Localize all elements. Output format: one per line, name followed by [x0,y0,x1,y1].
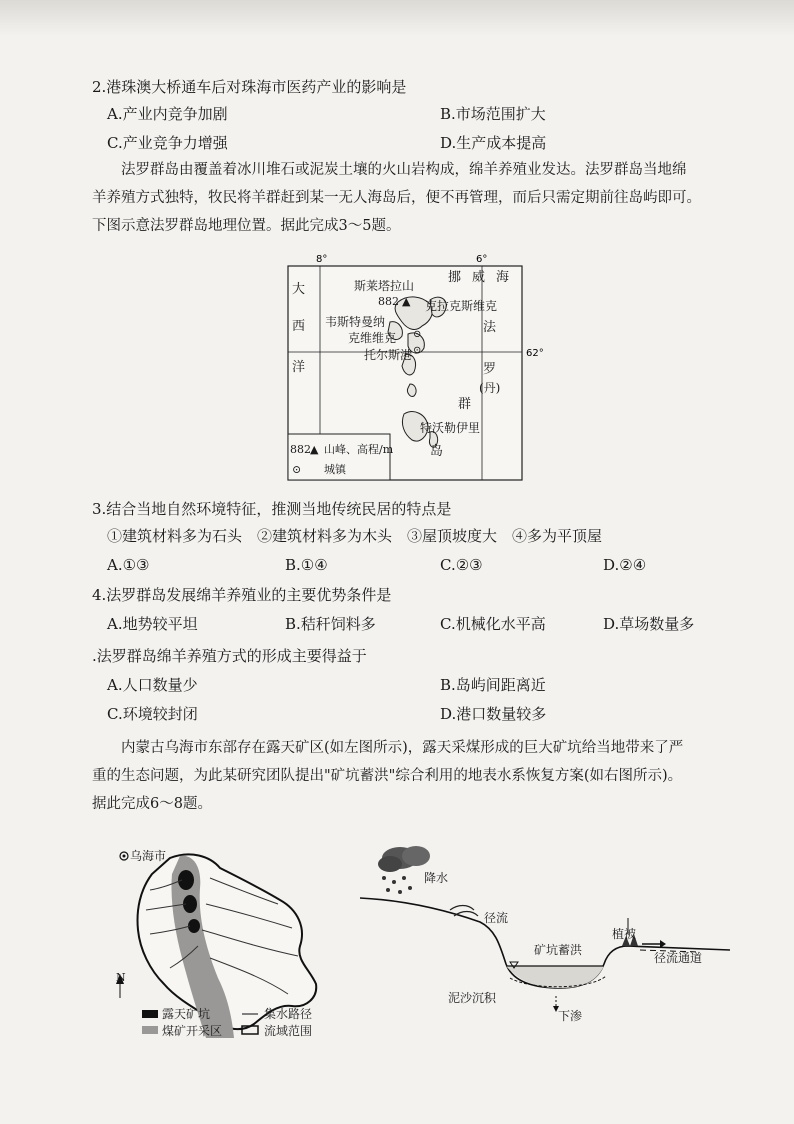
legend-mine-swatch [142,1026,158,1034]
map2-legend-pit: 露天矿坑 [162,1007,211,1021]
sea-atlantic-2: 西 [292,319,306,334]
island-small-1 [407,384,416,396]
question-4-stem: 4.法罗群岛发展绵羊养殖业的主要优势条件是 [92,586,392,604]
country-note: (丹) [479,381,501,395]
diagram-seepage-label: 下渗 [558,1009,583,1023]
sea-norwegian-1: 挪 [448,270,462,285]
question-2-option-c[interactable]: C.产业竞争力增强 [107,134,228,152]
capital-icon: ⊙ [413,345,422,356]
town-icon: ⊙ [413,329,422,340]
question-2-option-b[interactable]: B.市场范围扩大 [440,105,546,123]
lon-left-label: 8° [316,254,328,265]
passage-faroe-line-2: 羊养殖方式独特，牧民将羊群赶到某一无人海岛后，便不再管理，而后只需定期前往岛屿即可。 [92,190,701,206]
faroe-map [280,250,550,490]
passage-faroe [92,156,752,240]
country-faroe-2: 罗 [483,362,497,377]
legend-town-icon: ⊙ [292,463,302,476]
passage-faroe-line-3: 下图示意法罗群岛地理位置。据此完成3～5题。 [92,218,401,234]
map2-north-label: N [116,971,126,984]
diagram-sediment-label: 泥沙沉积 [448,991,497,1005]
diagram-channel-label: 径流通道 [654,951,703,965]
page-top-shadow [0,0,794,36]
sea-atlantic-1: 大 [292,282,306,297]
question-5-option-c[interactable]: C.环境较封闭 [107,705,198,723]
place-tvoroyri: 特沃勒伊里 [420,421,481,435]
question-5-option-a[interactable]: A.人口数量少 [107,676,198,694]
map2-city-label: 乌海市 [130,849,167,863]
legend-peak-icon: ▲ [310,443,319,456]
legend-pit-swatch [142,1010,158,1018]
question-3-option-d[interactable]: D.②④ [603,556,647,574]
map2-legend-boundary: 流域范围 [264,1024,313,1038]
question-4-option-d[interactable]: D.草场数量多 [603,615,695,633]
question-3-choices: ①建筑材料多为石头 ②建筑材料多为木头 ③屋顶坡度大 ④多为平顶屋 [107,527,603,545]
question-2-option-d[interactable]: D.生产成本提高 [440,134,547,152]
passage-faroe-line-1: 法罗群岛由覆盖着冰川堆石或泥炭土壤的火山岩构成，绵羊养殖业发达。法罗群岛当地绵 [121,162,687,178]
diagram-runoff-label: 径流 [484,911,509,925]
flood-storage-diagram [360,838,730,1028]
diagram-rain-label: 降水 [424,871,449,885]
lon-right-label: 6° [476,254,488,265]
legend-peak-label: 山峰、高程/m [324,443,394,456]
passage-wuhai-line-2: 重的生态问题，为此某研究团队提出"矿坑蓄洪"综合利用的地表水系恢复方案(如右图所示)。 [92,768,683,784]
question-5-stem: .法罗群岛绵羊养殖方式的形成主要得益于 [92,647,367,665]
passage-wuhai-line-1: 内蒙古乌海市东部存在露天矿区(如左图所示)，露天采煤形成的巨大矿坑给当地带来了严 [121,740,684,756]
question-4-option-a[interactable]: A.地势较平坦 [107,615,198,633]
rain-cloud-icon [378,846,430,872]
country-faroe-3: 群 [458,397,472,412]
question-3-option-c[interactable]: C.②③ [440,556,483,574]
question-2-option-a[interactable]: A.产业内竞争加剧 [107,105,228,123]
passage-wuhai [92,734,752,818]
passage-wuhai-line-3: 据此完成6～8题。 [92,796,212,812]
place-elevation: 882 [378,295,399,308]
question-3-stem: 3.结合当地自然环境特征，推测当地传统民居的特点是 [92,500,452,518]
question-3-option-a[interactable]: A.①③ [107,556,150,574]
country-faroe-4: 岛 [430,444,444,459]
legend-town-label: 城镇 [324,463,346,476]
country-faroe-1: 法 [483,320,497,335]
question-5-option-d[interactable]: D.港口数量较多 [440,705,547,723]
question-4-option-b[interactable]: B.秸秆饲料多 [285,615,376,633]
pit-water [506,966,604,988]
sea-norwegian-3: 海 [496,270,510,285]
place-kvivik: 克维维克 [348,331,397,345]
lat-label: 62° [526,348,544,359]
question-2-stem: 2.港珠澳大桥通车后对珠海市医药产业的影响是 [92,78,407,96]
sea-norwegian-2: 威 [472,270,486,285]
sea-atlantic-3: 洋 [292,360,306,375]
place-vestmanna: 韦斯特曼纳 [325,315,386,329]
map2-legend-mine: 煤矿开采区 [162,1024,223,1038]
map2-legend-path: 集水路径 [264,1007,313,1021]
question-5-option-b[interactable]: B.岛屿间距离近 [440,676,546,694]
place-mountain: 斯莱塔拉山 [354,279,415,293]
peak-icon: ▲ [402,295,411,308]
place-torshavn: 托尔斯港 [364,348,413,362]
question-3-option-b[interactable]: B.①④ [285,556,328,574]
place-klaksvik: 克拉克斯维克 [425,299,498,313]
open-pit-1 [178,870,194,890]
raindrops-icon [382,876,412,894]
diagram-storage-label: 矿坑蓄洪 [534,943,583,957]
diagram-vegetation-label: 植被 [612,927,637,941]
legend-peak-value: 882 [290,443,311,456]
question-4-option-c[interactable]: C.机械化水平高 [440,615,546,633]
